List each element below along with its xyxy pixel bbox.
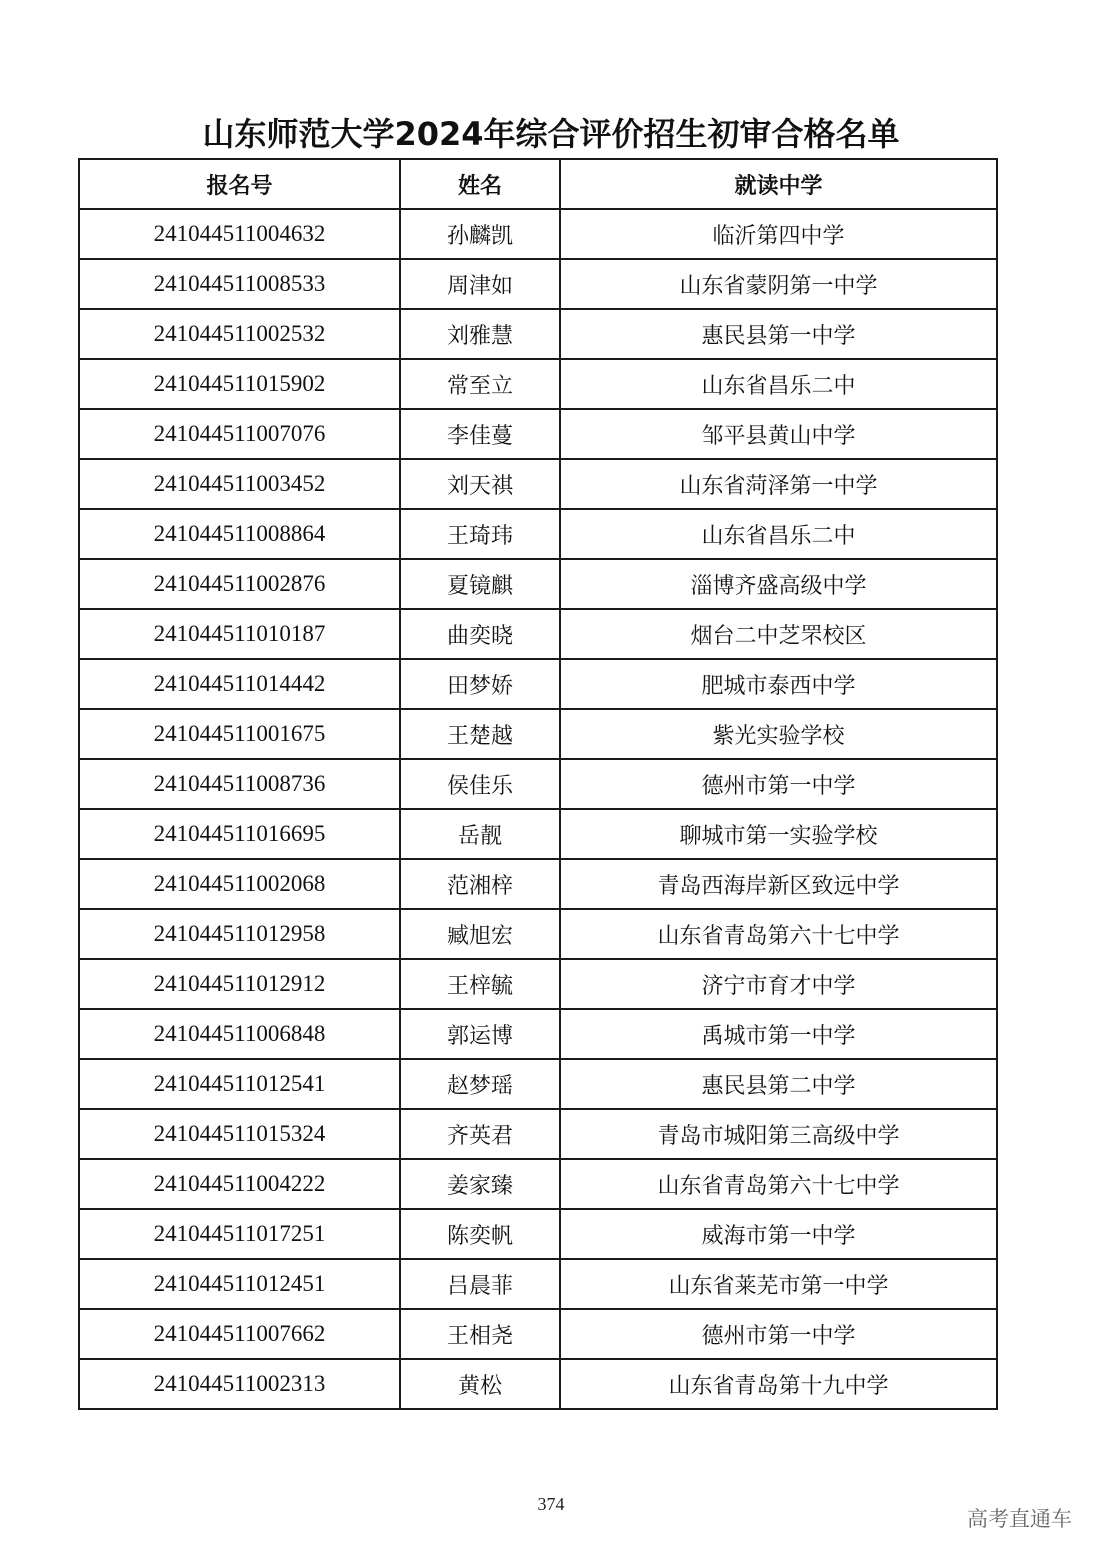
table-row: [79, 1159, 997, 1209]
table-row: [79, 309, 997, 359]
school-cell: 青岛西海岸新区致远中学: [560, 859, 997, 909]
column-header-school: 就读中学: [560, 159, 997, 209]
table-row: [79, 1059, 997, 1109]
school-cell: 德州市第一中学: [560, 1309, 997, 1359]
student-name-cell: 赵梦瑶: [400, 1059, 560, 1109]
table-row: [79, 909, 997, 959]
registration-number-cell: 241044511002532: [79, 309, 400, 359]
school-cell: 青岛市城阳第三高级中学: [560, 1109, 997, 1159]
student-name-cell: 田梦娇: [400, 659, 560, 709]
table-row: [79, 259, 997, 309]
table-row: [79, 1009, 997, 1059]
table-row: [79, 859, 997, 909]
page-number: 374: [537, 1494, 565, 1514]
registration-number-cell: 241044511016695: [79, 809, 400, 859]
registration-number-cell: 241044511004632: [79, 209, 400, 259]
student-name-cell: 王楚越: [400, 709, 560, 759]
student-name-cell: 王相尧: [400, 1309, 560, 1359]
table-row: [79, 1209, 997, 1259]
table-header: [79, 159, 997, 209]
school-cell: 惠民县第一中学: [560, 309, 997, 359]
school-cell: 山东省青岛第六十七中学: [560, 1159, 997, 1209]
school-cell: 临沂第四中学: [560, 209, 997, 259]
registration-number-cell: 241044511002876: [79, 559, 400, 609]
student-name-cell: 夏镜麒: [400, 559, 560, 609]
school-cell: 惠民县第二中学: [560, 1059, 997, 1109]
registration-number-cell: 241044511015324: [79, 1109, 400, 1159]
school-cell: 山东省青岛第六十七中学: [560, 909, 997, 959]
registration-number-cell: 241044511008864: [79, 509, 400, 559]
registration-number-cell: 241044511012541: [79, 1059, 400, 1109]
registration-number-cell: 241044511002313: [79, 1359, 400, 1409]
table-row: [79, 959, 997, 1009]
student-name-cell: 李佳蔓: [400, 409, 560, 459]
registration-number-cell: 241044511008736: [79, 759, 400, 809]
table-row: [79, 1359, 997, 1409]
table-row: [79, 459, 997, 509]
student-name-cell: 陈奕帆: [400, 1209, 560, 1259]
student-name-cell: 范湘梓: [400, 859, 560, 909]
document-title: 山东师范大学2024年综合评价招生初审合格名单: [202, 115, 900, 153]
table-row: [79, 759, 997, 809]
student-name-cell: 侯佳乐: [400, 759, 560, 809]
school-cell: 德州市第一中学: [560, 759, 997, 809]
registration-number-cell: 241044511015902: [79, 359, 400, 409]
table-row: [79, 1259, 997, 1309]
school-cell: 山东省青岛第十九中学: [560, 1359, 997, 1409]
table-row: [79, 1309, 997, 1359]
registration-number-cell: 241044511006848: [79, 1009, 400, 1059]
table-body: [79, 209, 997, 1409]
table-row: [79, 509, 997, 559]
registration-number-cell: 241044511014442: [79, 659, 400, 709]
table-row: [79, 609, 997, 659]
registration-number-cell: 241044511012958: [79, 909, 400, 959]
table-row: [79, 209, 997, 259]
school-cell: 山东省莱芜市第一中学: [560, 1259, 997, 1309]
student-name-cell: 常至立: [400, 359, 560, 409]
registration-number-cell: 241044511001675: [79, 709, 400, 759]
school-cell: 山东省蒙阴第一中学: [560, 259, 997, 309]
school-cell: 紫光实验学校: [560, 709, 997, 759]
school-cell: 禹城市第一中学: [560, 1009, 997, 1059]
registration-number-cell: 241044511003452: [79, 459, 400, 509]
student-name-cell: 郭运博: [400, 1009, 560, 1059]
table-row: [79, 409, 997, 459]
school-cell: 山东省菏泽第一中学: [560, 459, 997, 509]
school-cell: 聊城市第一实验学校: [560, 809, 997, 859]
column-header-name: 姓名: [400, 159, 560, 209]
school-cell: 肥城市泰西中学: [560, 659, 997, 709]
school-cell: 山东省昌乐二中: [560, 359, 997, 409]
student-name-cell: 周津如: [400, 259, 560, 309]
school-cell: 邹平县黄山中学: [560, 409, 997, 459]
registration-number-cell: 241044511017251: [79, 1209, 400, 1259]
registration-number-cell: 241044511007076: [79, 409, 400, 459]
student-name-cell: 岳靓: [400, 809, 560, 859]
school-cell: 济宁市育才中学: [560, 959, 997, 1009]
registration-number-cell: 241044511010187: [79, 609, 400, 659]
registration-number-cell: 241044511002068: [79, 859, 400, 909]
student-name-cell: 王梓毓: [400, 959, 560, 1009]
registration-number-cell: 241044511008533: [79, 259, 400, 309]
student-name-cell: 姜家臻: [400, 1159, 560, 1209]
school-cell: 淄博齐盛高级中学: [560, 559, 997, 609]
student-name-cell: 臧旭宏: [400, 909, 560, 959]
table-row: [79, 809, 997, 859]
registration-number-cell: 241044511007662: [79, 1309, 400, 1359]
table-row: [79, 559, 997, 609]
student-name-cell: 刘天祺: [400, 459, 560, 509]
table-row: [79, 709, 997, 759]
student-name-cell: 吕晨菲: [400, 1259, 560, 1309]
student-name-cell: 孙麟凯: [400, 209, 560, 259]
registration-number-cell: 241044511012451: [79, 1259, 400, 1309]
student-name-cell: 黄松: [400, 1359, 560, 1409]
registration-number-cell: 241044511004222: [79, 1159, 400, 1209]
column-header-registration-number: 报名号: [79, 159, 400, 209]
school-cell: 威海市第一中学: [560, 1209, 997, 1259]
registration-number-cell: 241044511012912: [79, 959, 400, 1009]
watermark: 高考直通车: [967, 1507, 1072, 1531]
student-name-cell: 曲奕晓: [400, 609, 560, 659]
student-name-cell: 王琦玮: [400, 509, 560, 559]
admission-list-table: [78, 158, 998, 1410]
school-cell: 烟台二中芝罘校区: [560, 609, 997, 659]
student-name-cell: 齐英君: [400, 1109, 560, 1159]
table-row: [79, 1109, 997, 1159]
header-row: [79, 159, 997, 209]
student-name-cell: 刘雅慧: [400, 309, 560, 359]
table-row: [79, 659, 997, 709]
school-cell: 山东省昌乐二中: [560, 509, 997, 559]
table-row: [79, 359, 997, 409]
